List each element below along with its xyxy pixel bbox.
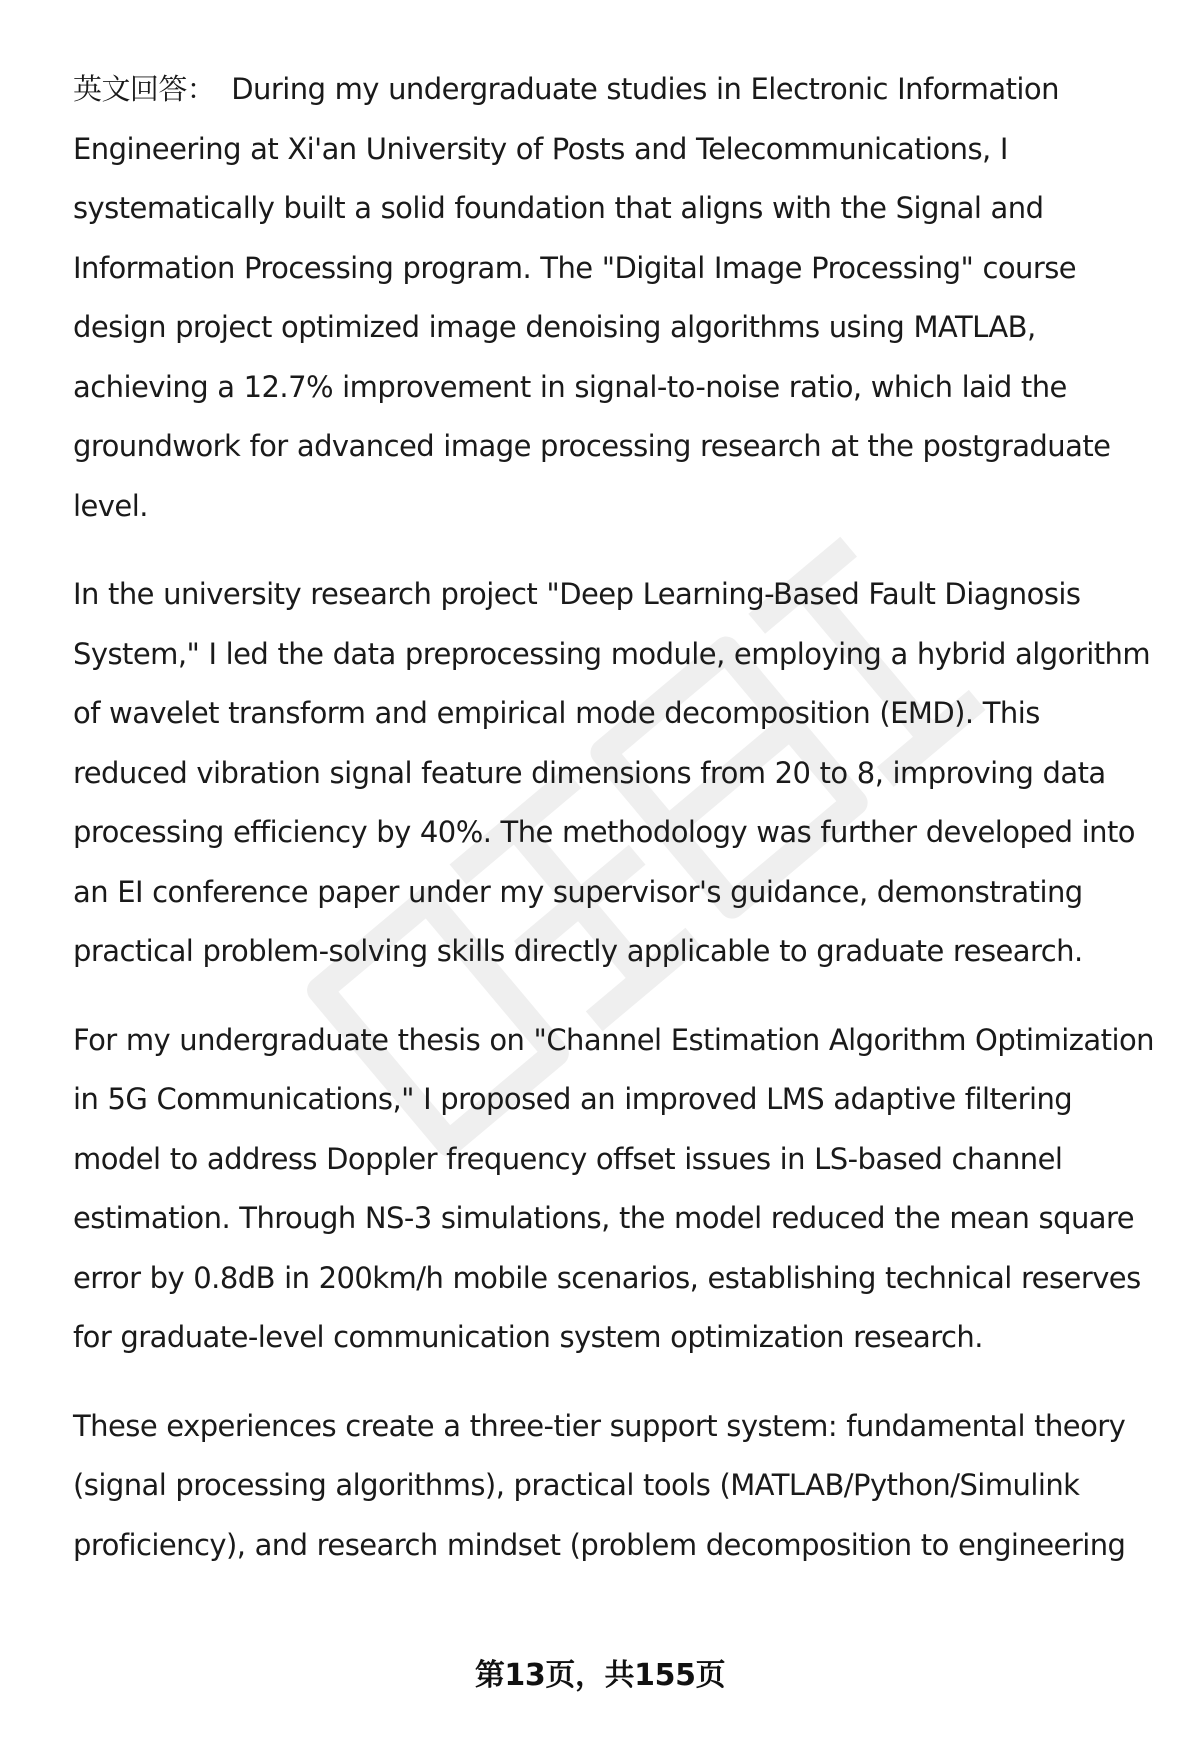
paragraph-3: For my undergraduate thesis on "Channel Estimation Algorithm Optimization in 5G Communications," I proposed an improved LMS adaptive filtering model to address Doppler frequency offset issues in LS-based channel estimation. Through NS-3 simulations, the model reduced the mean square error by 0.8dB in 200km/h mobile scenarios, establishing technical reserves for graduate-level communication system optimization research.	[73, 1022, 1154, 1354]
paragraph-1-text: During my undergraduate studies in Electronic Information Engineering at Xi'an University of Posts and Telecommunications, I systematically built a solid foundation that aligns with the Signal and Information Processing program. The "Digital Image Processing" course design project optimized image denoising algorithms using MATLAB, achieving a 12.7% improvement in signal-to-noise ratio, which laid the groundwork for advanced image processing research at the postgraduate level.	[73, 72, 1111, 523]
document-body	[73, 60, 1163, 1604]
paragraph-4: These experiences create a three-tier support system: fundamental theory (signal processing algorithms), practical tools (MATLAB/Python/Simulink proficiency), and research mindset (problem decomposition to engineering	[73, 1408, 1126, 1562]
paragraph-2: In the university research project "Deep Learning-Based Fault Diagnosis System," I led the data preprocessing module, employing a hybrid algorithm of wavelet transform and empirical mode decomposition (EMD). This reduced vibration signal feature dimensions from 20 to 8, improving data processing efficiency by 40%. The methodology was further developed into an EI conference paper under my supervisor's guidance, demonstrating practical problem-solving skills directly applicable to graduate research.	[73, 577, 1151, 968]
paragraph-1	[73, 60, 1163, 536]
page-indicator: 第13页，共155页	[474, 1658, 726, 1693]
answer-label: 英文回答：	[73, 72, 216, 106]
